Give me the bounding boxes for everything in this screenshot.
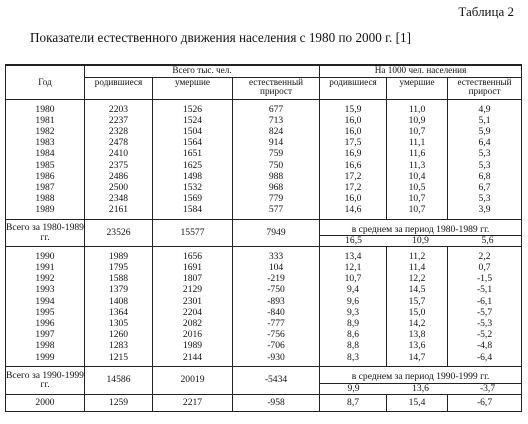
table-cell: 1625 [182, 159, 203, 171]
table-cell: -840 [267, 306, 285, 318]
table-cell: 1986 [35, 170, 55, 182]
table-row-total-1980s [6, 219, 522, 246]
table-cell: 5,3 [478, 159, 491, 171]
table-cell: 10,7 [408, 125, 426, 137]
born-1980s [85, 99, 153, 219]
table-cell: 11,1 [408, 137, 426, 149]
table-cell: 1981 [35, 114, 55, 126]
table-cell: 17,5 [344, 137, 362, 149]
avg-1980s-died-rate: 10,9 [412, 235, 429, 247]
died-1990s [153, 246, 233, 366]
years-1980s [6, 99, 85, 219]
table-cell: 2016 [182, 329, 203, 341]
avg-1980s-label: в среднем за период 1980-1989 гг. [351, 223, 490, 235]
table-cell: 988 [268, 170, 284, 182]
table-cell: 6,7 [478, 181, 491, 193]
table-cell: 1999 [35, 351, 55, 363]
header-natural: естественный прирост [233, 77, 320, 99]
born-1990s [85, 246, 153, 366]
total-1990s-born: 14586 [85, 366, 153, 394]
table-cell: 16,0 [344, 114, 362, 126]
table-cell: 1997 [35, 329, 55, 341]
table-cell: -5,7 [476, 306, 493, 318]
header-group-total: Всего тыс. чел. [85, 65, 320, 77]
avg-1980s-born-rate: 16,5 [345, 235, 362, 247]
table-cell: 2375 [108, 159, 129, 171]
table-cell: 14,2 [408, 317, 426, 329]
table-cell: 13,8 [408, 329, 426, 341]
table-row-block-1980s [6, 99, 522, 219]
avg-1990s-label: в среднем за период 1990-1999 гг. [351, 371, 490, 383]
table-cell: 2204 [182, 306, 203, 318]
table-cell: -4,8 [476, 340, 493, 352]
header-born-rate: родившиеся [320, 77, 387, 99]
total-1980s-natural: 7949 [233, 219, 320, 246]
table-cell: 13,4 [344, 250, 362, 262]
total-1980s-died: 15577 [153, 219, 233, 246]
table-row-2000 [6, 394, 522, 411]
avg-1990s-natural-rate: -3,7 [479, 382, 496, 394]
table-cell: 0,7 [478, 261, 491, 273]
table-cell: 104 [268, 261, 284, 273]
table-cell: 5,3 [478, 193, 491, 205]
table-cell: 914 [268, 137, 284, 149]
table-cell: 11,2 [408, 250, 426, 262]
table-cell: 8,6 [347, 329, 360, 341]
natural-rate-1980s [448, 99, 522, 219]
table-cell: -5,2 [476, 329, 493, 341]
table-cell: 1807 [182, 273, 203, 285]
table-row-block-1990s [6, 246, 522, 366]
total-1980s-label: Всего за 1980-1989 гг. [6, 219, 85, 246]
table-cell: 5,3 [478, 148, 491, 160]
table-cell: 16,6 [344, 159, 362, 171]
table-cell: 11,3 [408, 159, 426, 171]
table-cell: 2161 [108, 204, 129, 216]
table-cell: 17,2 [344, 181, 362, 193]
table-cell: 1984 [35, 148, 55, 160]
table-cell: 15,9 [344, 103, 362, 115]
table-cell: 16,0 [344, 125, 362, 137]
table-cell: 10,7 [408, 204, 426, 216]
table-cell: 8,9 [347, 317, 360, 329]
table-cell: 1980 [35, 103, 55, 115]
natural-rate-2000: -6,7 [448, 394, 522, 411]
table-cell: 1564 [182, 137, 203, 149]
table-cell: 1992 [35, 273, 55, 285]
table-cell: 9,3 [347, 306, 360, 318]
table-cell: 1996 [35, 317, 55, 329]
natural-1980s [233, 99, 320, 219]
died-rate-1980s [387, 99, 448, 219]
table-cell: 11,0 [408, 103, 426, 115]
avg-1980s [320, 219, 522, 246]
table-cell: 2082 [182, 317, 203, 329]
table-cell: 12,2 [408, 273, 426, 285]
table-cell: 10,9 [408, 114, 426, 126]
year-2000: 2000 [6, 394, 85, 411]
table-cell: 2410 [108, 148, 129, 160]
table-cell: 713 [268, 114, 284, 126]
table-cell: 2348 [108, 193, 129, 205]
table-cell: -219 [267, 273, 285, 285]
table-cell: 1524 [182, 114, 203, 126]
natural-2000: -958 [233, 394, 320, 411]
table-cell: -756 [267, 329, 285, 341]
born-rate-2000: 8,7 [320, 394, 387, 411]
natural-rate-1990s [448, 246, 522, 366]
header-natural-rate: естественный прирост [448, 77, 522, 99]
table-cell: 1983 [35, 137, 55, 149]
table-cell: 3,9 [478, 204, 491, 216]
table-cell: 1987 [35, 181, 55, 193]
table-row-total-1990s [6, 366, 522, 394]
table-cell: 1569 [182, 193, 203, 205]
population-table [5, 64, 522, 412]
table-cell: 577 [268, 204, 284, 216]
table-cell: 4,9 [478, 103, 491, 115]
table-cell: 1691 [182, 261, 203, 273]
table-cell: -930 [267, 351, 285, 363]
table-cell: 1305 [108, 317, 129, 329]
table-cell: -5,3 [476, 317, 493, 329]
table-cell: 968 [268, 181, 284, 193]
table-cell: 5,1 [478, 114, 491, 126]
table-cell: 1498 [182, 170, 203, 182]
died-2000: 2217 [153, 394, 233, 411]
table-cell: -6,1 [476, 295, 493, 307]
table-cell: 10,4 [408, 170, 426, 182]
table-cell: 1584 [182, 204, 203, 216]
table-cell: 9,6 [347, 295, 360, 307]
table-cell: 2129 [182, 284, 203, 296]
table-cell: 2301 [182, 295, 203, 307]
table-cell: 15,7 [408, 295, 426, 307]
table-cell: -5,1 [476, 284, 493, 296]
table-cell: 759 [268, 148, 284, 160]
table-cell: 16,0 [344, 193, 362, 205]
table-cell: -706 [267, 340, 285, 352]
avg-1990s [320, 366, 522, 394]
table-cell: 1989 [108, 250, 129, 262]
died-rate-1990s [387, 246, 448, 366]
avg-1980s-natural-rate: 5,6 [481, 235, 494, 247]
table-cell: 1526 [182, 103, 203, 115]
table-cell: 14,5 [408, 284, 426, 296]
table-cell: 2500 [108, 181, 129, 193]
table-cell: 6,8 [478, 170, 491, 182]
table-cell: 2486 [108, 170, 129, 182]
table-cell: 11,6 [408, 148, 426, 160]
table-cell: -893 [267, 295, 285, 307]
years-1990s [6, 246, 85, 366]
table-cell: 1988 [35, 193, 55, 205]
table-cell: 1985 [35, 159, 55, 171]
table-cell: 333 [268, 250, 284, 262]
header-died: умершие [153, 77, 233, 99]
table-cell: 16,9 [344, 148, 362, 160]
born-2000: 1259 [85, 394, 153, 411]
table-cell: 11,4 [408, 261, 426, 273]
table-cell: 824 [268, 125, 284, 137]
table-cell: 2478 [108, 137, 129, 149]
table-cell: 1995 [35, 306, 55, 318]
table-cell: 10,7 [408, 193, 426, 205]
table-cell: 2,2 [478, 250, 491, 262]
table-cell: 1989 [182, 340, 203, 352]
table-cell: 779 [268, 193, 284, 205]
table-cell: 1379 [108, 284, 129, 296]
table-cell: -750 [267, 284, 285, 296]
table-cell: 1283 [108, 340, 129, 352]
table-cell: 13,6 [408, 340, 426, 352]
table-cell: 17,2 [344, 170, 362, 182]
total-1980s-born: 23526 [85, 219, 153, 246]
total-1990s-label: Всего за 1990-1999 гг. [6, 366, 85, 394]
died-rate-2000: 15,4 [387, 394, 448, 411]
table-cell: 8,8 [347, 340, 360, 352]
table-cell: 1993 [35, 284, 55, 296]
table-number-label: Таблица 2 [458, 4, 514, 19]
died-1980s [153, 99, 233, 219]
table-cell: 1532 [182, 181, 203, 193]
table-cell: 1408 [108, 295, 129, 307]
table-cell: 15,0 [408, 306, 426, 318]
total-1990s-natural: -5434 [233, 366, 320, 394]
table-cell: -6,4 [476, 351, 493, 363]
born-rate-1980s [320, 99, 387, 219]
table-cell: 1994 [35, 295, 55, 307]
total-1990s-died: 20019 [153, 366, 233, 394]
table-cell: 750 [268, 159, 284, 171]
table-cell: 5,9 [478, 125, 491, 137]
table-cell: 2144 [182, 351, 203, 363]
avg-1990s-born-rate: 9,9 [347, 382, 360, 394]
table-cell: 677 [268, 103, 284, 115]
avg-1990s-died-rate: 13,6 [412, 382, 429, 394]
table-title: Показатели естественного движения населения с 1980 по 2000 г. [1] [30, 30, 412, 45]
table-cell: 1991 [35, 261, 55, 273]
table-cell: 8,3 [347, 351, 360, 363]
table-cell: 1215 [108, 351, 129, 363]
table-cell: -1,5 [476, 273, 493, 285]
table-cell: 6,4 [478, 137, 491, 149]
table-cell: 14,7 [408, 351, 426, 363]
natural-1990s [233, 246, 320, 366]
header-group-per1000: На 1000 чел. населения [320, 65, 522, 77]
header-year: Год [6, 65, 85, 99]
table-cell: 2237 [108, 114, 129, 126]
table-cell: 12,1 [344, 261, 362, 273]
table-cell: 10,7 [344, 273, 362, 285]
table-cell: 1989 [35, 204, 55, 216]
table-cell: 1504 [182, 125, 203, 137]
table-cell: -777 [267, 317, 285, 329]
table-cell: 1588 [108, 273, 129, 285]
table-cell: 1795 [108, 261, 129, 273]
born-rate-1990s [320, 246, 387, 366]
header-died-rate: умершие [387, 77, 448, 99]
table-cell: 9,4 [347, 284, 360, 296]
table-cell: 1982 [35, 125, 55, 137]
header-born: родившиеся [85, 77, 153, 99]
table-cell: 2203 [108, 103, 129, 115]
table-cell: 2328 [108, 125, 129, 137]
table-cell: 10,5 [408, 181, 426, 193]
table-cell: 1656 [182, 250, 203, 262]
table-cell: 1990 [35, 250, 55, 262]
table-cell: 1998 [35, 340, 55, 352]
table-cell: 14,6 [344, 204, 362, 216]
table-cell: 1260 [108, 329, 129, 341]
table-cell: 1364 [108, 306, 129, 318]
table-cell: 1651 [182, 148, 203, 160]
